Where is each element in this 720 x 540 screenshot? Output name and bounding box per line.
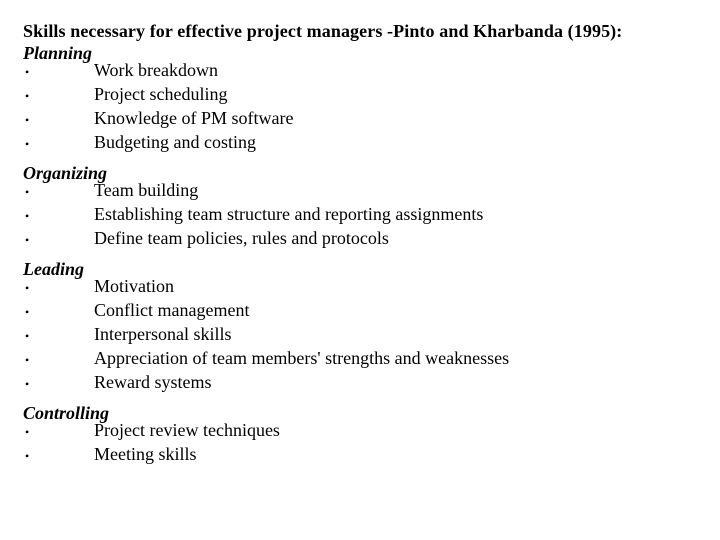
list-item [23, 82, 703, 106]
list-item [23, 322, 703, 346]
list-item-text: Conflict management [94, 300, 250, 320]
bullet-icon: • [25, 65, 30, 79]
list-item-text: Work breakdown [94, 60, 219, 80]
section-heading-organizing: Organizing [23, 163, 108, 183]
bullet-icon: • [25, 89, 30, 103]
list-item [23, 298, 703, 322]
bullet-icon: • [25, 305, 30, 319]
list-item-text: Project review techniques [94, 420, 280, 440]
list-item-text: Budgeting and costing [94, 132, 256, 152]
list-item-text: Define team policies, rules and protocols [94, 228, 389, 248]
list-item [23, 202, 703, 226]
bullet-icon: • [25, 281, 30, 295]
list-item [23, 130, 703, 154]
list-item-text: Meeting skills [94, 444, 197, 464]
bullet-icon: • [25, 233, 30, 247]
list-item [23, 346, 703, 370]
list-item-text: Appreciation of team members' strengths and weaknesses [94, 348, 510, 368]
bullet-icon: • [25, 329, 30, 343]
list-item-text: Motivation [94, 276, 174, 296]
bullet-icon: • [25, 137, 30, 151]
list-item [23, 370, 703, 394]
list-item [23, 178, 703, 202]
bullet-icon: • [25, 353, 30, 367]
list-item-text: Team building [94, 180, 199, 200]
section-heading-controlling: Controlling [23, 403, 110, 423]
bullet-icon: • [25, 185, 30, 199]
slide-title: Skills necessary for effective project managers -Pinto and Kharbanda (1995): [23, 21, 623, 41]
list-item [23, 106, 703, 130]
list-item [23, 442, 703, 466]
list-item-text: Interpersonal skills [94, 324, 232, 344]
list-item [23, 226, 703, 250]
section-heading-leading: Leading [23, 259, 84, 279]
bullet-icon: • [25, 449, 30, 463]
list-item-text: Reward systems [94, 372, 212, 392]
list-item-text: Establishing team structure and reporting assignments [94, 204, 484, 224]
bullet-icon: • [25, 425, 30, 439]
list-item [23, 418, 703, 442]
list-item [23, 58, 703, 82]
bullet-icon: • [25, 209, 30, 223]
list-item-text: Project scheduling [94, 84, 228, 104]
list-item [23, 274, 703, 298]
list-item-text: Knowledge of PM software [94, 108, 294, 128]
section-heading-planning: Planning [23, 43, 93, 63]
bullet-icon: • [25, 113, 30, 127]
bullet-icon: • [25, 377, 30, 391]
